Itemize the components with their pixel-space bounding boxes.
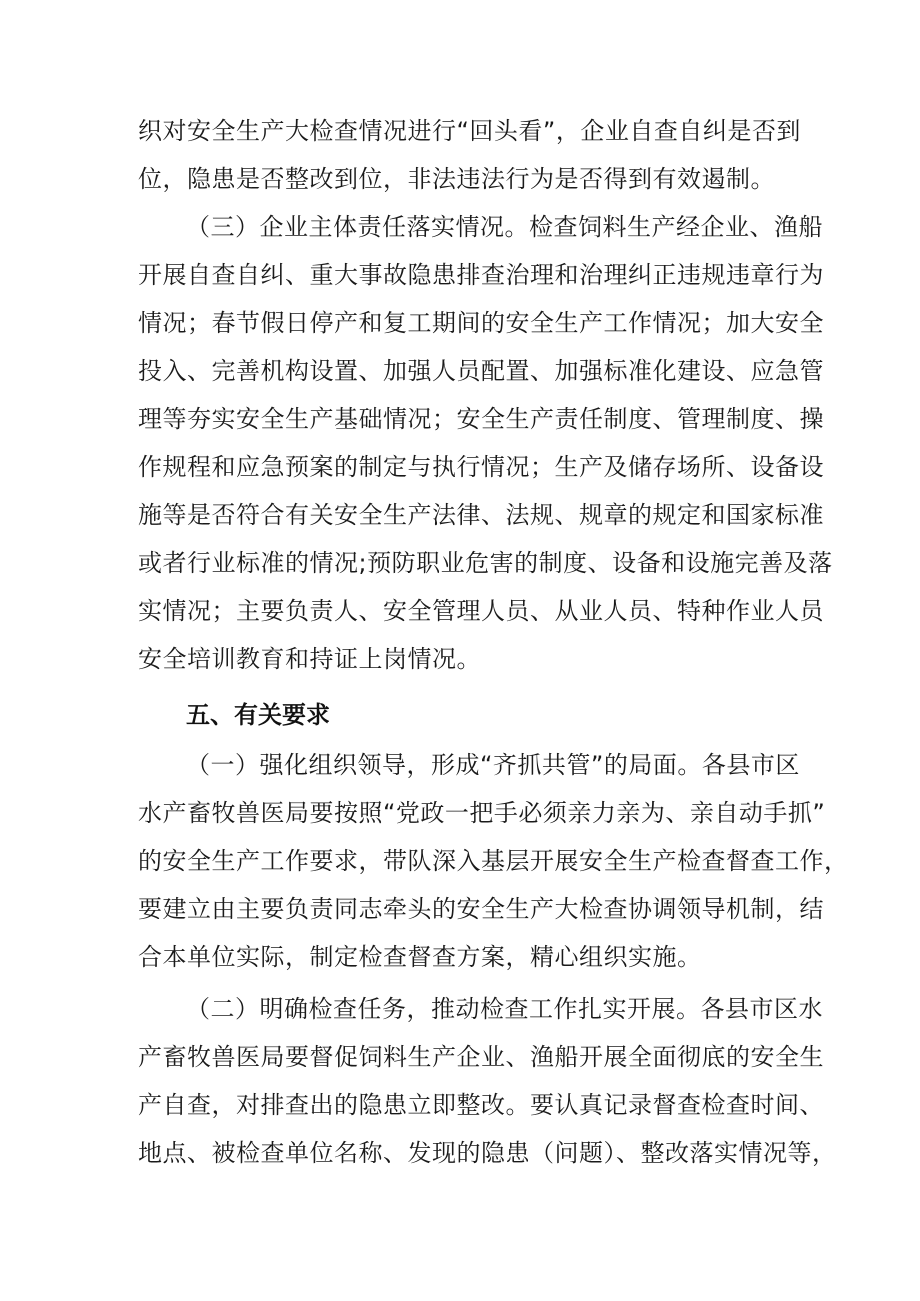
paragraph-line: 要建立由主要负责同志牵头的安全生产大检查协调领导机制，结	[138, 895, 824, 923]
paragraph-line: 情况；春节假日停产和复工期间的安全生产工作情况；加大安全	[138, 309, 824, 337]
paragraph-line: 地点、被检查单位名称、发现的隐患（问题）、整改落实情况等，	[138, 1139, 837, 1167]
paragraph-line: （三）企业主体责任落实情况。检查饲料生产经企业、渔船	[186, 213, 823, 241]
paragraph-line: 位，隐患是否整改到位，非法违法行为是否得到有效遏制。	[138, 165, 775, 193]
paragraph-line: 产自查，对排查出的隐患立即整改。要认真记录督查检查时间、	[138, 1091, 824, 1119]
section-heading: 五、有关要求	[186, 701, 330, 729]
paragraph-line: 的安全生产工作要求，带队深入基层开展安全生产检查督查工作，	[138, 847, 849, 875]
paragraph-line: 安全培训教育和持证上岗情况。	[138, 645, 481, 673]
paragraph-line: 实情况；主要负责人、安全管理人员、从业人员、特种作业人员	[138, 597, 824, 625]
paragraph-line: 织对安全生产大检查情况进行“回头看”，企业自查自纠是否到	[138, 117, 801, 145]
paragraph-line: （二）明确检查任务，推动检查工作扎实开展。各县市区水	[186, 995, 823, 1023]
paragraph-line: 水产畜牧兽医局要按照“党政一把手必须亲力亲为、亲自动手抓”	[138, 799, 826, 827]
paragraph-line: 施等是否符合有关安全生产法律、法规、规章的规定和国家标准	[138, 501, 824, 529]
paragraph-line: 产畜牧兽医局要督促饲料生产企业、渔船开展全面彻底的安全生	[138, 1043, 824, 1071]
paragraph-line: 理等夯实安全生产基础情况；安全生产责任制度、管理制度、操	[138, 405, 824, 433]
paragraph-line: 投入、完善机构设置、加强人员配置、加强标准化建设、应急管	[138, 357, 824, 385]
paragraph-line: 或者行业标准的情况;预防职业危害的制度、设备和设施完善及落	[138, 549, 833, 577]
paragraph-line: （一）强化组织领导，形成“齐抓共管”的局面。各县市区	[186, 751, 800, 779]
paragraph-line: 作规程和应急预案的制定与执行情况；生产及储存场所、设备设	[138, 453, 824, 481]
paragraph-line: 合本单位实际，制定检查督查方案，精心组织实施。	[138, 943, 702, 971]
paragraph-line: 开展自查自纠、重大事故隐患排查治理和治理纠正违规违章行为	[138, 261, 824, 289]
